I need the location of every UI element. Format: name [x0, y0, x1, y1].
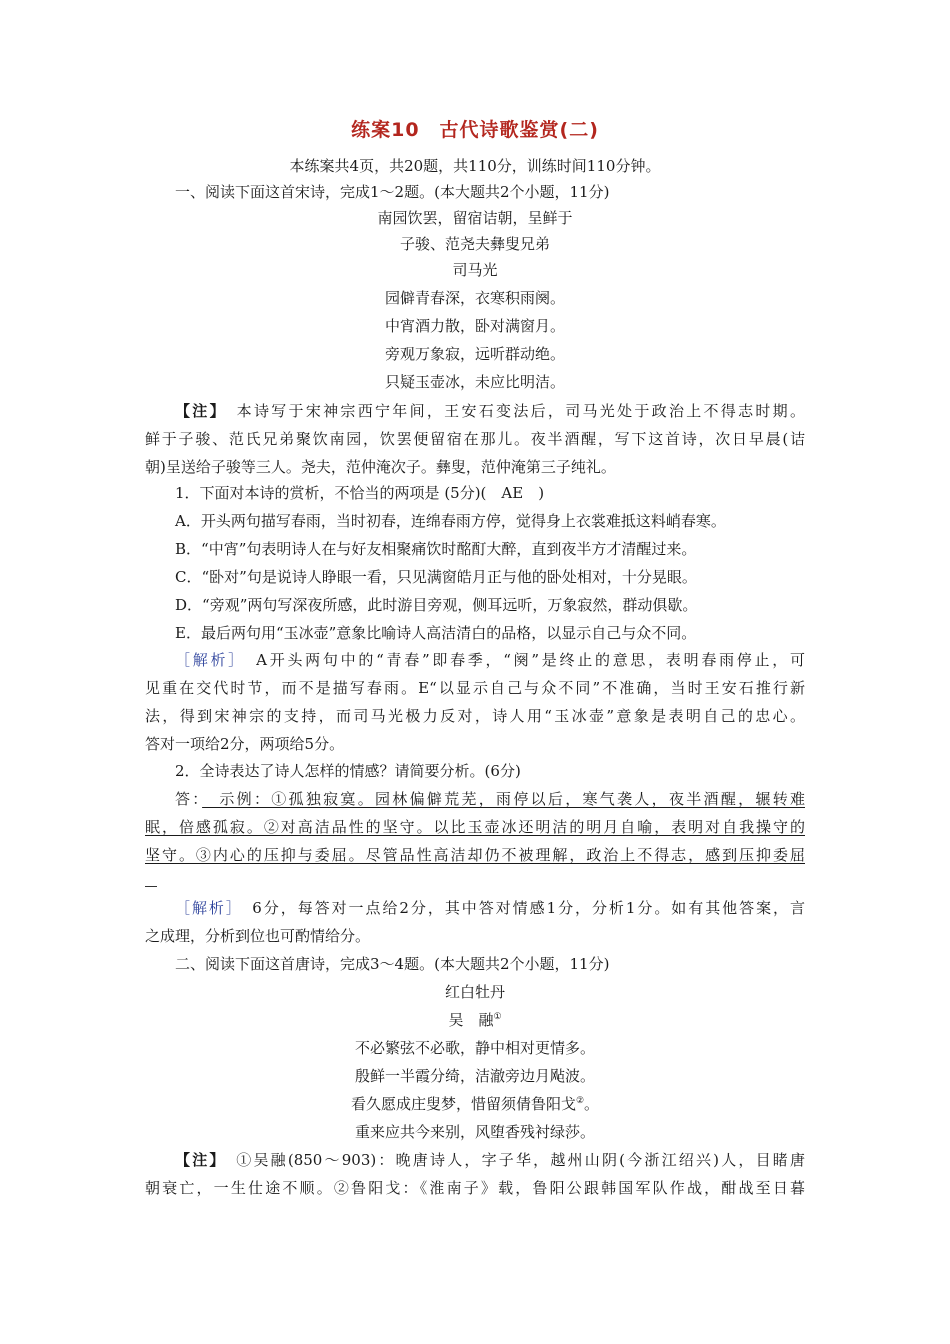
page-title: 练案10 古代诗歌鉴赏(二)	[351, 119, 599, 141]
poem2-author-line	[0, 1010, 950, 1030]
poem2-line: 殷鲜一半霞分绮，洁澈旁边月飐波。	[354, 1067, 595, 1085]
answer-label: 答：	[175, 790, 203, 808]
note-label: 【注】	[175, 1151, 220, 1169]
answer-2-line: 眠，倍感孤寂。②对高洁品性的坚守。以比玉壶冰还明洁的明月自喻，表明对自我操守的	[145, 818, 805, 836]
poem2-line: 重来应共今来别，风堕香残衬绿莎。	[354, 1123, 595, 1141]
poem1-title-line1: 南园饮罢，留宿诘朝，呈鲜于	[377, 209, 573, 227]
footnote-mark: ①	[493, 1012, 502, 1022]
analysis-label: ［解析］	[175, 899, 236, 917]
section1-heading: 一、阅读下面这首宋诗，完成1～2题。(本大题共2个小题，11分)	[175, 183, 610, 201]
answer-2-line: 坚守。③内心的压抑与委屈。尽管品性高洁却仍不被理解，政治上不得志，感到压抑委屈	[145, 846, 805, 864]
question-1-option-b: B．“中宵”句表明诗人在与好友相聚痛饮时酩酊大醉，直到夜半方才清醒过来。	[175, 540, 697, 558]
question-1-stem: 1．下面对本诗的赏析，不恰当的两项是 (5分)( AE )	[175, 484, 545, 502]
poem1-line: 旁观万象寂，远听群动绝。	[384, 345, 565, 363]
answer-2-line: 答： 示例：①孤独寂寞。园林偏僻荒芜，雨停以后，寒气袭人，夜半酒醒，辗转难	[175, 790, 805, 808]
note2-line: 朝衰亡，一生仕途不顺。②鲁阳戈：《淮南子》载，鲁阳公跟韩国军队作战，酣战至日暮	[145, 1179, 805, 1197]
question-1-option-d: D．“旁观”两句写深夜所感，此时游目旁观，侧耳远听，万象寂然，群动俱歇。	[175, 596, 698, 614]
answer-blank-line	[145, 886, 157, 887]
note1-line: 鲜于子骏、范氏兄弟聚饮南园，饮罢便留宿在那儿。夜半酒醒，写下这首诗，次日早晨(诘	[145, 430, 805, 448]
poem1-author: 司马光	[452, 261, 498, 279]
note-label: 【注】	[175, 402, 220, 420]
poem1-line: 园僻青春深，衣寒积雨阕。	[384, 289, 565, 307]
note2-line: 【注】 ①吴融(850～903)：晚唐诗人，字子华，越州山阴(今浙江绍兴)人，目睹唐	[175, 1151, 805, 1169]
poem2-line: 不必繁弦不必歌，静中相对更情多。	[354, 1039, 595, 1057]
poem1-line: 中宵酒力散，卧对满窗月。	[384, 317, 565, 335]
poem2-author: 吴 融	[448, 1011, 494, 1029]
analysis-2-line: ［解析］ 6分，每答对一点给2分，其中答对情感1分，分析1分。如有其他答案，言	[175, 899, 805, 917]
poem2-title: 红白牡丹	[444, 983, 505, 1001]
question-1-option-a: A．开头两句描写春雨，当时初春，连绵春雨方停，觉得身上衣裳难抵这料峭春寒。	[175, 512, 726, 530]
analysis-1-line: 法，得到宋神宗的支持，而司马光极力反对，诗人用“玉冰壶”意象是表明自己的忠心。	[145, 707, 805, 725]
poem1-line: 只疑玉壶冰，未应比明洁。	[384, 373, 565, 391]
poem2-line: 看久愿成庄叟梦，惜留须倩鲁阳戈②。	[350, 1095, 600, 1113]
analysis-2-line: 之成理，分析到位也可酌情给分。	[145, 927, 371, 945]
note1-line: 【注】 本诗写于宋神宗西宁年间，王安石变法后，司马光处于政治上不得志时期。	[175, 402, 805, 420]
question-2-stem: 2．全诗表达了诗人怎样的情感？请简要分析。(6分)	[175, 762, 521, 780]
footnote-mark: ②	[575, 1096, 585, 1106]
analysis-1-line: ［解析］ A开头两句中的“青春”即春季，“阕”是终止的意思，表明春雨停止，可	[175, 651, 805, 669]
question-1-option-e: E．最后两句用“玉冰壶”意象比喻诗人高洁清白的品格，以显示自己与众不同。	[175, 624, 697, 642]
analysis-label: ［解析］	[175, 651, 239, 669]
analysis-1-line: 见重在交代时节，而不是描写春雨。E“以显示自己与众不同”不准确，当时王安石推行新	[145, 679, 805, 697]
question-1-option-c: C．“卧对”句是说诗人睁眼一看，只见满窗皓月正与他的卧处相对，十分晃眼。	[175, 568, 697, 586]
section2-heading: 二、阅读下面这首唐诗，完成3～4题。(本大题共2个小题，11分)	[175, 955, 610, 973]
analysis-1-line: 答对一项给2分，两项给5分。	[145, 735, 345, 753]
poem1-title-line2: 子骏、范尧夫彝叟兄弟	[399, 235, 550, 253]
note1-line: 朝)呈送给子骏等三人。尧夫，范仲淹次子。彝叟，范仲淹第三子纯礼。	[145, 458, 616, 476]
intro-text: 本练案共4页，共20题，共110分，训练时间110分钟。	[289, 157, 661, 175]
